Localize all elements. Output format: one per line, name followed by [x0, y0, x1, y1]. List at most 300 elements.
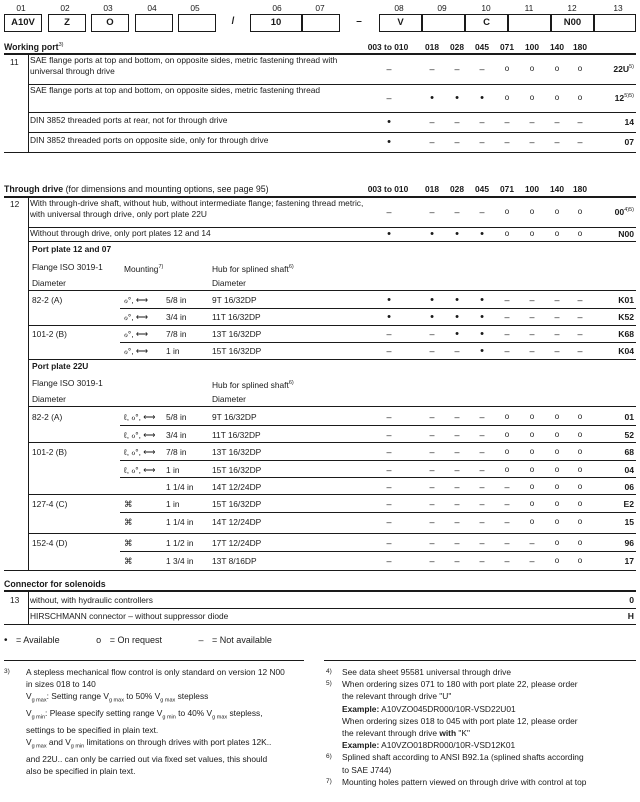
- footnote-number: 5): [326, 680, 332, 688]
- not-available-symbol: –: [386, 64, 392, 74]
- size-header: 045: [475, 184, 489, 194]
- shaft-diameter: 1 in: [166, 499, 180, 509]
- size-header: 180: [573, 42, 587, 52]
- on-request-symbol: o: [529, 229, 535, 238]
- not-available-symbol: –: [386, 482, 392, 492]
- order-code: K04: [618, 346, 634, 356]
- row-divider: [120, 512, 636, 513]
- code-cell: [508, 14, 551, 32]
- size-header: 071: [500, 184, 514, 194]
- not-available-symbol: –: [504, 329, 510, 339]
- row-description: DIN 3852 threaded ports on opposite side, only for through drive: [30, 135, 269, 145]
- available-symbol: •: [387, 136, 391, 148]
- mounting-icon: ℓ, ℴ°, ⟷: [124, 465, 156, 475]
- row-number: 13: [10, 595, 20, 605]
- not-available-symbol: –: [479, 64, 485, 74]
- size-header: 140: [550, 42, 564, 52]
- footnote-line: $V_{g max}$ and $V_{g min}$ limitations on through drives with port plates 12K..: [26, 737, 272, 751]
- row-number: 12: [10, 199, 20, 209]
- shaft-diameter: 7/8 in: [166, 447, 187, 457]
- row-divider: [28, 112, 636, 113]
- flange-size: 127-4 (C): [32, 499, 68, 509]
- on-request-symbol: o: [529, 499, 535, 508]
- on-request-symbol: o: [554, 93, 560, 102]
- row-divider: [28, 442, 636, 443]
- spline-spec: 11T 16/32DP: [212, 312, 261, 322]
- not-available-symbol: –: [429, 465, 435, 475]
- not-available-symbol: –: [504, 295, 510, 305]
- on-request-symbol: o: [529, 465, 535, 474]
- size-header: 045: [475, 42, 489, 52]
- footnote-line: See data sheet 95581 universal through drive: [342, 667, 512, 677]
- row-divider: [28, 608, 636, 609]
- footnote-line: also be specified in plain text.: [26, 766, 136, 777]
- not-available-symbol: –: [479, 207, 485, 217]
- cell-divider: [28, 592, 29, 624]
- code-cell: [302, 14, 340, 32]
- not-available-symbol: –: [386, 93, 392, 103]
- row-divider: [28, 241, 636, 242]
- row-divider: [120, 342, 636, 343]
- not-available-symbol: –: [479, 447, 485, 457]
- not-available-symbol: –: [577, 137, 583, 147]
- not-available-symbol: –: [504, 482, 510, 492]
- footnote-number: 3): [4, 668, 10, 675]
- available-label: = Available: [16, 635, 60, 645]
- on-request-symbol: o: [554, 538, 560, 547]
- row-divider: [28, 359, 636, 360]
- on-request-symbol: o: [577, 430, 583, 439]
- not-available-symbol: –: [429, 346, 435, 356]
- spline-spec: 14T 12/24DP: [212, 482, 262, 492]
- spline-spec: 9T 16/32DP: [212, 412, 257, 422]
- not-available-symbol: –: [454, 117, 460, 127]
- on-request-symbol: o: [529, 412, 535, 421]
- row-description: With through-drive shaft, without hub, without intermediate flange; fastening thread metric, with universal through drive, only port plate 22U: [30, 198, 364, 219]
- row-number: 11: [10, 57, 19, 67]
- on-request-symbol: o: [554, 556, 560, 565]
- spline-spec: 13T 16/32DP: [212, 329, 262, 339]
- flange-size: 82-2 (A): [32, 295, 63, 305]
- col-number: 08: [394, 3, 404, 13]
- not-available-symbol: –: [429, 499, 435, 509]
- not-available-symbol: –: [386, 556, 392, 566]
- footnote-line: the relevant through drive "U": [342, 691, 452, 702]
- size-header: 028: [450, 42, 464, 52]
- row-divider: [28, 132, 636, 133]
- spline-spec: 15T 16/32DP: [212, 465, 262, 475]
- code-cell: 10: [250, 14, 302, 32]
- not-available-symbol: –: [386, 346, 392, 356]
- not-available-symbol: –: [429, 517, 435, 527]
- not-available-symbol: –: [386, 517, 392, 527]
- not-available-symbol: –: [554, 346, 560, 356]
- on-request-symbol: o: [504, 93, 510, 102]
- on-request-symbol: o: [529, 430, 535, 439]
- code-cell: [178, 14, 216, 32]
- col-number: 05: [190, 3, 200, 13]
- available-symbol: •: [480, 228, 484, 240]
- order-code: N00: [618, 229, 634, 239]
- shaft-diameter: 1 1/2 in: [166, 538, 194, 548]
- spline-spec: 11T 16/32DP: [212, 430, 261, 440]
- footnote-line: $V_{g max}$: Setting range $V_{g max}$ to 50% $V_{g max}$ stepless: [26, 691, 209, 705]
- on-request-symbol: o: [577, 64, 583, 73]
- col-number: 06: [272, 3, 282, 13]
- code-cell: O: [91, 14, 129, 32]
- row-description: HIRSCHMANN connector – without suppressor diode: [30, 611, 229, 621]
- on-request-symbol: o: [504, 465, 510, 474]
- footnote-6: [326, 751, 638, 775]
- order-code: $22U^{5)}$: [613, 64, 634, 74]
- not-available-symbol: –: [529, 295, 535, 305]
- order-code: 07: [624, 137, 634, 147]
- divider: [4, 590, 636, 592]
- shaft-diameter: 1 1/4 in: [166, 482, 194, 492]
- order-code: 14: [624, 117, 634, 127]
- mounting-icon: ℓ, ℴ°, ⟷: [124, 447, 156, 457]
- not-available-symbol: –: [429, 447, 435, 457]
- diameter-label: Diameter: [32, 394, 66, 404]
- footnote-rule-right: [324, 660, 636, 661]
- not-available-label: = Not available: [212, 635, 272, 645]
- not-available-symbol: –: [454, 465, 460, 475]
- dash-separator: –: [356, 16, 362, 27]
- on-request-symbol: o: [529, 207, 535, 216]
- available-symbol: •: [387, 294, 391, 306]
- not-available-symbol: –: [429, 329, 435, 339]
- available-symbol: •: [455, 92, 459, 104]
- flange-label: Flange ISO 3019-1: [32, 262, 103, 272]
- row-divider: [28, 290, 636, 291]
- order-code: 06: [624, 482, 634, 492]
- legend: [4, 635, 364, 646]
- col-number: 02: [60, 3, 70, 13]
- on-request-symbol: o: [577, 465, 583, 474]
- order-code: 96: [624, 538, 634, 548]
- code-cell: N00: [551, 14, 594, 32]
- available-symbol: •: [480, 294, 484, 306]
- shaft-diameter: 3/4 in: [166, 312, 187, 322]
- on-request-symbol: o: [577, 412, 583, 421]
- footnotes-right: [326, 666, 638, 788]
- footnote-4: [326, 666, 638, 678]
- on-request-symbol: o: [554, 517, 560, 526]
- footnote-line: the relevant through drive with "K": [342, 728, 470, 739]
- available-symbol: •: [430, 294, 434, 306]
- spline-spec: 9T 16/32DP: [212, 295, 257, 305]
- not-available-symbol: –: [454, 207, 460, 217]
- order-code: $00^{4)5)}$: [614, 207, 634, 217]
- shaft-diameter: 5/8 in: [166, 412, 187, 422]
- on-request-symbol: o: [577, 499, 583, 508]
- cell-divider: [28, 54, 29, 152]
- footnote-line: to SAE J744): [342, 764, 392, 775]
- not-available-symbol: –: [504, 312, 510, 322]
- not-available-symbol: –: [504, 517, 510, 527]
- footnote-line: Splined shaft according to ANSI B92.1a (splined shafts according: [342, 752, 584, 763]
- col-number: 03: [103, 3, 113, 13]
- available-symbol: •: [430, 228, 434, 240]
- mounting-icon: ℴ°, ⟷: [124, 295, 148, 305]
- not-available-symbol: –: [454, 447, 460, 457]
- on-request-symbol: o: [554, 447, 560, 456]
- footnote-line: Example: A10VZO045DR000/10R-VSD22U01: [342, 703, 516, 714]
- available-symbol: •: [430, 92, 434, 104]
- available-symbol: •: [387, 228, 391, 240]
- not-available-symbol: –: [577, 312, 583, 322]
- row-divider: [4, 152, 636, 153]
- shaft-diameter: 1 in: [166, 465, 180, 475]
- footnote-number: 7): [326, 777, 332, 785]
- mounting-icon: ℓ, ℴ°, ⟷: [124, 412, 156, 422]
- on-request-symbol: o: [577, 482, 583, 491]
- not-available-symbol: –: [479, 412, 485, 422]
- not-available-symbol: –: [454, 538, 460, 548]
- spline-spec: 13T 16/32DP: [212, 447, 262, 457]
- not-available-symbol: –: [454, 499, 460, 509]
- on-request-symbol: o: [504, 64, 510, 73]
- row-description: SAE flange ports at top and bottom, on opposite sides, metric fastening thread with universal through drive: [30, 55, 338, 76]
- not-available-symbol: –: [479, 465, 485, 475]
- order-code: 15: [624, 517, 634, 527]
- code-cell: A10V: [4, 14, 42, 32]
- code-cell: [135, 14, 173, 32]
- footnote-line: Example: A10VZO018DR000/10R-VSD12K01: [342, 740, 516, 751]
- footnote-line: When ordering sizes 018 to 045 with port plate 12, please order: [342, 715, 578, 726]
- size-header: 180: [573, 184, 587, 194]
- available-symbol: •: [480, 311, 484, 323]
- row-divider: [28, 406, 636, 407]
- on-request-symbol: o: [554, 412, 560, 421]
- not-available-symbol: –: [554, 137, 560, 147]
- footnote-number: 4): [326, 668, 332, 675]
- mounting-icon: ℴ°, ⟷: [124, 346, 148, 356]
- code-cell: V: [379, 14, 422, 32]
- mounting-icon: ⌘: [124, 538, 133, 548]
- row-divider: [120, 308, 636, 309]
- order-code: 68: [624, 447, 634, 457]
- not-available-symbol: –: [454, 137, 460, 147]
- spline-spec: 15T 16/32DP: [212, 346, 262, 356]
- not-available-symbol: –: [386, 499, 392, 509]
- on-request-symbol: o: [554, 465, 560, 474]
- slash-separator: /: [231, 16, 235, 27]
- order-code: $12^{5)5)}$: [614, 93, 634, 103]
- row-divider: [120, 425, 636, 426]
- available-symbol: •: [430, 311, 434, 323]
- mounting-icon: ⌘: [124, 517, 133, 527]
- mounting-icon: ⌘: [124, 556, 133, 566]
- flange-label: Flange ISO 3019-1: [32, 378, 103, 388]
- connector-title: Connector for solenoids: [4, 579, 106, 589]
- available-symbol: •: [387, 311, 391, 323]
- not-available-symbol: –: [429, 482, 435, 492]
- available-symbol: •: [4, 635, 8, 646]
- flange-size: 101-2 (B): [32, 447, 67, 457]
- not-available-symbol: –: [577, 346, 583, 356]
- on-request-symbol: o: [577, 207, 583, 216]
- not-available-symbol: –: [529, 117, 535, 127]
- on-request-symbol: o: [577, 93, 583, 102]
- not-available-symbol: –: [529, 346, 535, 356]
- mounting-icon: ℴ°, ⟷: [124, 329, 148, 339]
- spline-spec: 17T 12/24DP: [212, 538, 262, 548]
- not-available-symbol: –: [429, 556, 435, 566]
- diameter-label: Diameter: [212, 394, 246, 404]
- row-divider: [28, 494, 636, 495]
- footnote-7: [326, 776, 638, 788]
- order-code: E2: [623, 499, 634, 509]
- on-request-symbol: o: [577, 517, 583, 526]
- available-symbol: •: [455, 328, 459, 340]
- not-available-symbol: –: [454, 482, 460, 492]
- row-description: SAE flange ports at top and bottom, on opposite sides, metric fastening thread: [30, 85, 321, 95]
- shaft-diameter: 1 1/4 in: [166, 517, 194, 527]
- col-number: 09: [437, 3, 447, 13]
- on-request-symbol: o: [554, 229, 560, 238]
- not-available-symbol: –: [386, 538, 392, 548]
- row-divider: [4, 570, 636, 571]
- not-available-symbol: –: [386, 465, 392, 475]
- footnote-line: and 22U.. can only be carried out via fixed set values, this should: [26, 754, 268, 765]
- on-request-symbol: o: [529, 482, 535, 491]
- on-request-symbol: o: [554, 207, 560, 216]
- on-request-symbol: o: [504, 430, 510, 439]
- available-symbol: •: [455, 228, 459, 240]
- not-available-symbol: –: [479, 117, 485, 127]
- footnote-3: [4, 666, 314, 778]
- code-cell: [594, 14, 636, 32]
- not-available-symbol: –: [479, 517, 485, 527]
- not-available-symbol: –: [429, 137, 435, 147]
- available-symbol: •: [480, 92, 484, 104]
- not-available-symbol: –: [554, 329, 560, 339]
- not-available-symbol: –: [454, 517, 460, 527]
- hub-label: Hub for splined shaft$^{6)}$: [212, 379, 294, 390]
- not-available-symbol: –: [529, 312, 535, 322]
- not-available-symbol: –: [479, 482, 485, 492]
- col-number: 12: [567, 3, 577, 13]
- mounting-icon: ⌘: [124, 499, 133, 509]
- not-available-symbol: –: [454, 346, 460, 356]
- not-available-symbol: –: [386, 430, 392, 440]
- size-header: 140: [550, 184, 564, 194]
- order-code: K01: [618, 295, 634, 305]
- code-cell: C: [465, 14, 508, 32]
- on-request-symbol: o: [504, 412, 510, 421]
- not-available-symbol: –: [529, 137, 535, 147]
- not-available-symbol: –: [577, 117, 583, 127]
- size-header: 018: [425, 42, 439, 52]
- not-available-symbol: –: [454, 430, 460, 440]
- not-available-symbol: –: [429, 117, 435, 127]
- footnote-number: 6): [326, 753, 332, 761]
- not-available-symbol: –: [529, 556, 535, 566]
- footnote-5: [326, 678, 638, 751]
- on-request-symbol: o: [529, 64, 535, 73]
- order-code: K52: [618, 312, 634, 322]
- col-number: 04: [147, 3, 157, 13]
- not-available-symbol: –: [554, 312, 560, 322]
- mounting-label: Mounting$^{7)}$: [124, 263, 164, 274]
- not-available-symbol: –: [429, 412, 435, 422]
- not-available-symbol: –: [479, 538, 485, 548]
- order-code: H: [627, 611, 634, 621]
- not-available-symbol: –: [386, 207, 392, 217]
- size-header: 071: [500, 42, 514, 52]
- not-available-symbol: –: [577, 329, 583, 339]
- on-request-symbol: o: [529, 447, 535, 456]
- order-code: 04: [624, 465, 634, 475]
- available-symbol: •: [480, 345, 484, 357]
- not-available-symbol: –: [429, 430, 435, 440]
- not-available-symbol: –: [429, 64, 435, 74]
- not-available-symbol: –: [429, 207, 435, 217]
- through-drive-title: Through drive (for dimensions and mounting options, see page 95): [4, 184, 269, 194]
- on-request-symbol: o: [504, 447, 510, 456]
- code-cell: Z: [48, 14, 86, 32]
- order-code: K68: [618, 329, 634, 339]
- available-symbol: •: [387, 116, 391, 128]
- not-available-symbol: –: [454, 64, 460, 74]
- footnote-line: When ordering sizes 071 to 180 with port plate 22, please order: [342, 679, 578, 690]
- order-code: 52: [624, 430, 634, 440]
- flange-size: 101-2 (B): [32, 329, 67, 339]
- col-number: 01: [16, 3, 26, 13]
- on-request-symbol: o: [504, 229, 510, 238]
- row-description: DIN 3852 threaded ports at rear, not for through drive: [30, 115, 228, 125]
- size-header: 003 to 010: [367, 42, 409, 52]
- not-available-symbol: –: [529, 538, 535, 548]
- shaft-diameter: 1 3/4 in: [166, 556, 194, 566]
- row-divider: [120, 460, 636, 461]
- spline-spec: 14T 12/24DP: [212, 517, 262, 527]
- footnote-line: A stepless mechanical flow control is only standard on version 12 N00: [26, 667, 285, 677]
- not-available-symbol: –: [504, 137, 510, 147]
- on-request-symbol: o: [554, 64, 560, 73]
- row-divider: [28, 533, 636, 534]
- shaft-diameter: 5/8 in: [166, 295, 187, 305]
- on-request-label: = On request: [109, 635, 162, 645]
- footnote-line: Mounting holes pattern viewed on through drive with control at top: [342, 776, 587, 787]
- not-available-symbol: –: [429, 538, 435, 548]
- not-available-symbol: –: [554, 117, 560, 127]
- not-available-symbol: –: [577, 295, 583, 305]
- available-symbol: •: [455, 311, 459, 323]
- col-number: 10: [481, 3, 491, 13]
- port-plate-22u-title: Port plate 22U: [32, 361, 89, 371]
- not-available-symbol: –: [479, 499, 485, 509]
- row-divider: [120, 477, 636, 478]
- on-request-symbol: o: [554, 482, 560, 491]
- available-symbol: •: [455, 294, 459, 306]
- on-request-symbol: o: [577, 229, 583, 238]
- col-number: 07: [315, 3, 325, 13]
- shaft-diameter: 3/4 in: [166, 430, 187, 440]
- spline-spec: 13T 8/16DP: [212, 556, 257, 566]
- row-divider: [120, 551, 636, 552]
- size-header: 018: [425, 184, 439, 194]
- not-available-symbol: –: [386, 412, 392, 422]
- size-header: 100: [525, 184, 539, 194]
- on-request-symbol: o: [577, 556, 583, 565]
- row-description: Without through drive, only port plates 12 and 14: [30, 228, 211, 238]
- on-request-symbol: o: [96, 635, 102, 645]
- not-available-symbol: –: [479, 556, 485, 566]
- not-available-symbol: –: [504, 556, 510, 566]
- spline-spec: 15T 16/32DP: [212, 499, 262, 509]
